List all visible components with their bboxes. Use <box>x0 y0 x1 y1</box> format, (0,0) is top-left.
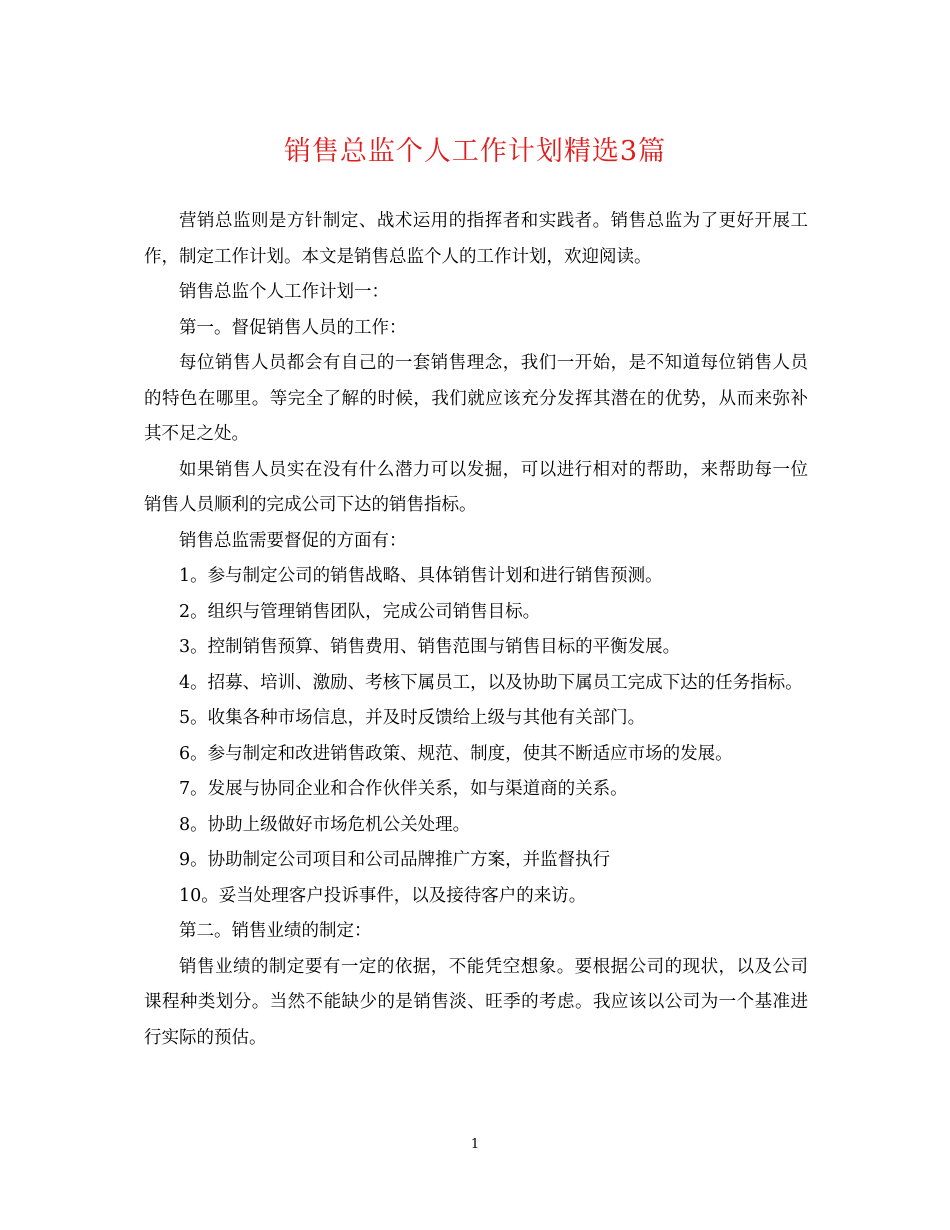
paragraph: 第二。销售业绩的制定： <box>179 921 372 941</box>
list-item: 4。招募、培训、激励、考核下属员工，以及协助下属员工完成下达的任务指标。 <box>179 672 803 693</box>
paragraph: 销售总监个人工作计划一： <box>179 282 389 302</box>
page-number: 1 <box>470 1137 480 1152</box>
document-body <box>144 204 808 1056</box>
paragraph: 如果销售人员实在没有什么潜力可以发掘，可以进行相对的帮助，来帮助每一位销售人员顺利的完成公司下达的销售指标。 <box>144 459 808 515</box>
list-item: 8。协助上级做好市场危机公关处理。 <box>179 814 471 835</box>
paragraph: 每位销售人员都会有自己的一套销售理念，我们一开始，是不知道每位销售人员的特色在哪里。等完全了解的时候，我们就应该充分发挥其潜在的优势，从而来弥补其不足之处。 <box>144 353 808 444</box>
document-title: 销售总监个人工作计划精选3篇 <box>283 136 667 167</box>
list-item: 7。发展与协同企业和合作伙伴关系，如与渠道商的关系。 <box>179 779 628 799</box>
paragraph: 销售总监需要督促的方面有： <box>179 530 407 551</box>
list-item: 5。收集各种市场信息，并及时反馈给上级与其他有关部门。 <box>179 708 646 728</box>
paragraph: 营销总监则是方针制定、战术运用的指挥者和实践者。销售总监为了更好开展工作，制定工作计划。本文是销售总监个人的工作计划，欢迎阅读。 <box>144 211 808 267</box>
list-item: 2。组织与管理销售团队，完成公司销售目标。 <box>179 601 541 622</box>
paragraph: 销售业绩的制定要有一定的依据，不能凭空想象。要根据公司的现状，以及公司课程种类划分。当然不能缺少的是销售淡、旺季的考虑。我应该以公司为一个基准进行实际的预估。 <box>144 956 808 1048</box>
list-item: 10。妥当处理客户投诉事件，以及接待客户的来访。 <box>179 885 587 906</box>
list-item: 6。参与制定和改进销售政策、规范、制度，使其不断适应市场的发展。 <box>179 743 733 764</box>
list-item: 3。控制销售预算、销售费用、销售范围与销售目标的平衡发展。 <box>179 637 681 657</box>
list-item: 9。协助制定公司项目和公司品牌推广方案，并监督执行 <box>179 850 611 870</box>
paragraph: 第一。督促销售人员的工作： <box>179 317 407 338</box>
list-item: 1。参与制定公司的销售战略、具体销售计划和进行销售预测。 <box>179 566 663 586</box>
